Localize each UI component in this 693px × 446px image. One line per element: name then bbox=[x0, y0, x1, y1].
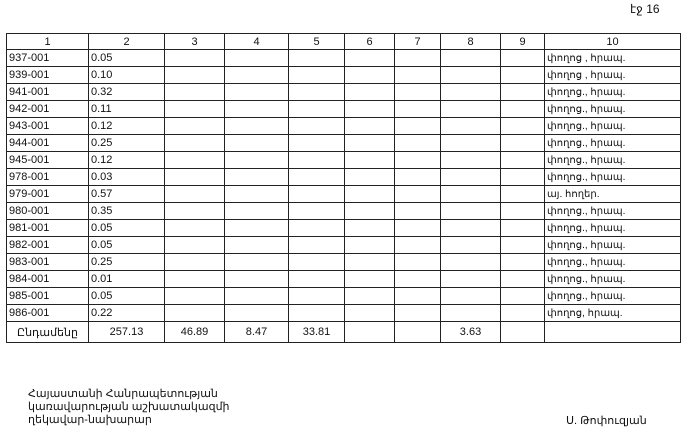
parcel-code: 943-001 bbox=[7, 118, 89, 135]
column-header-5: 5 bbox=[289, 34, 345, 50]
land-use-note: փողոց, հրապ. bbox=[545, 305, 681, 322]
total-col-2: 257.13 bbox=[89, 322, 165, 343]
land-use-note: փողոց., հրապ. bbox=[545, 237, 681, 254]
land-use-note: փողոց., հրապ. bbox=[545, 254, 681, 271]
parcel-code: 986-001 bbox=[7, 305, 89, 322]
parcel-code: 944-001 bbox=[7, 135, 89, 152]
parcel-code: 981-001 bbox=[7, 220, 89, 237]
parcel-code: 941-001 bbox=[7, 84, 89, 101]
land-use-note: փողոց., հրապ. bbox=[545, 101, 681, 118]
column-header-7: 7 bbox=[395, 34, 441, 50]
land-use-note: փողոց., հրապ. bbox=[545, 118, 681, 135]
total-col-5: 33.81 bbox=[289, 322, 345, 343]
column-header-9: 9 bbox=[501, 34, 545, 50]
column-header-2: 2 bbox=[89, 34, 165, 50]
parcel-code: 942-001 bbox=[7, 101, 89, 118]
table-row bbox=[7, 118, 681, 135]
parcel-code: 945-001 bbox=[7, 152, 89, 169]
signatory-title-line-1: Հայաստանի Հանրապետության bbox=[28, 388, 218, 400]
table-row bbox=[7, 152, 681, 169]
land-use-note: փողոց., հրապ. bbox=[545, 271, 681, 288]
total-col-8: 3.63 bbox=[441, 322, 501, 343]
land-use-note: այ. հողեր. bbox=[545, 186, 681, 203]
table-row bbox=[7, 271, 681, 288]
table-row bbox=[7, 169, 681, 186]
parcel-code: 983-001 bbox=[7, 254, 89, 271]
area-value: 0.12 bbox=[89, 118, 165, 135]
table-row bbox=[7, 50, 681, 67]
parcel-code: 937-001 bbox=[7, 50, 89, 67]
column-header-10: 10 bbox=[545, 34, 681, 50]
page-number: էջ 16 bbox=[630, 2, 660, 16]
area-value: 0.03 bbox=[89, 169, 165, 186]
total-col-3: 46.89 bbox=[165, 322, 225, 343]
total-col-4: 8.47 bbox=[225, 322, 289, 343]
table-row bbox=[7, 135, 681, 152]
signatory-name: Ս. Թոփուզյան bbox=[566, 415, 647, 427]
area-value: 0.35 bbox=[89, 203, 165, 220]
area-value: 0.05 bbox=[89, 288, 165, 305]
land-parcel-table bbox=[6, 33, 681, 343]
land-use-note: փողոց , հրապ. bbox=[545, 67, 681, 84]
header-row bbox=[7, 34, 681, 50]
parcel-code: 939-001 bbox=[7, 67, 89, 84]
totals-row bbox=[7, 322, 681, 343]
area-value: 0.25 bbox=[89, 254, 165, 271]
land-use-note: փողոց., հրապ. bbox=[545, 220, 681, 237]
area-value: 0.32 bbox=[89, 84, 165, 101]
parcel-code: 980-001 bbox=[7, 203, 89, 220]
land-use-note: փողոց., հրապ. bbox=[545, 169, 681, 186]
table-row bbox=[7, 186, 681, 203]
signatory-title-line-2: կառավարության աշխատակազմի bbox=[28, 401, 230, 413]
area-value: 0.25 bbox=[89, 135, 165, 152]
parcel-code: 978-001 bbox=[7, 169, 89, 186]
table-row bbox=[7, 203, 681, 220]
table-row bbox=[7, 84, 681, 101]
land-use-note: փողոց., հրապ. bbox=[545, 84, 681, 101]
area-value: 0.05 bbox=[89, 50, 165, 67]
table-row bbox=[7, 220, 681, 237]
table-row bbox=[7, 237, 681, 254]
parcel-code: 979-001 bbox=[7, 186, 89, 203]
land-use-note: փողոց., հրապ. bbox=[545, 152, 681, 169]
parcel-code: 984-001 bbox=[7, 271, 89, 288]
table-row bbox=[7, 101, 681, 118]
table-row bbox=[7, 67, 681, 84]
area-value: 0.05 bbox=[89, 237, 165, 254]
land-use-note: փողոց., հրապ. bbox=[545, 203, 681, 220]
parcel-code: 985-001 bbox=[7, 288, 89, 305]
land-use-note: փողոց., հրապ. bbox=[545, 288, 681, 305]
column-header-6: 6 bbox=[345, 34, 395, 50]
area-value: 0.05 bbox=[89, 220, 165, 237]
column-header-3: 3 bbox=[165, 34, 225, 50]
area-value: 0.01 bbox=[89, 271, 165, 288]
signatory-title-line-3: ղեկավար-նախարար bbox=[28, 414, 152, 426]
area-value: 0.10 bbox=[89, 67, 165, 84]
signatory-title bbox=[28, 388, 230, 427]
area-value: 0.57 bbox=[89, 186, 165, 203]
area-value: 0.22 bbox=[89, 305, 165, 322]
land-use-note: փողոց., հրապ. bbox=[545, 135, 681, 152]
land-use-note: փողոց , հրապ. bbox=[545, 50, 681, 67]
table-row bbox=[7, 288, 681, 305]
column-header-1: 1 bbox=[7, 34, 89, 50]
area-value: 0.11 bbox=[89, 101, 165, 118]
parcel-code: 982-001 bbox=[7, 237, 89, 254]
table-row bbox=[7, 305, 681, 322]
column-header-8: 8 bbox=[441, 34, 501, 50]
totals-label: Ընդամենը bbox=[7, 322, 89, 343]
column-header-4: 4 bbox=[225, 34, 289, 50]
table-row bbox=[7, 254, 681, 271]
area-value: 0.12 bbox=[89, 152, 165, 169]
